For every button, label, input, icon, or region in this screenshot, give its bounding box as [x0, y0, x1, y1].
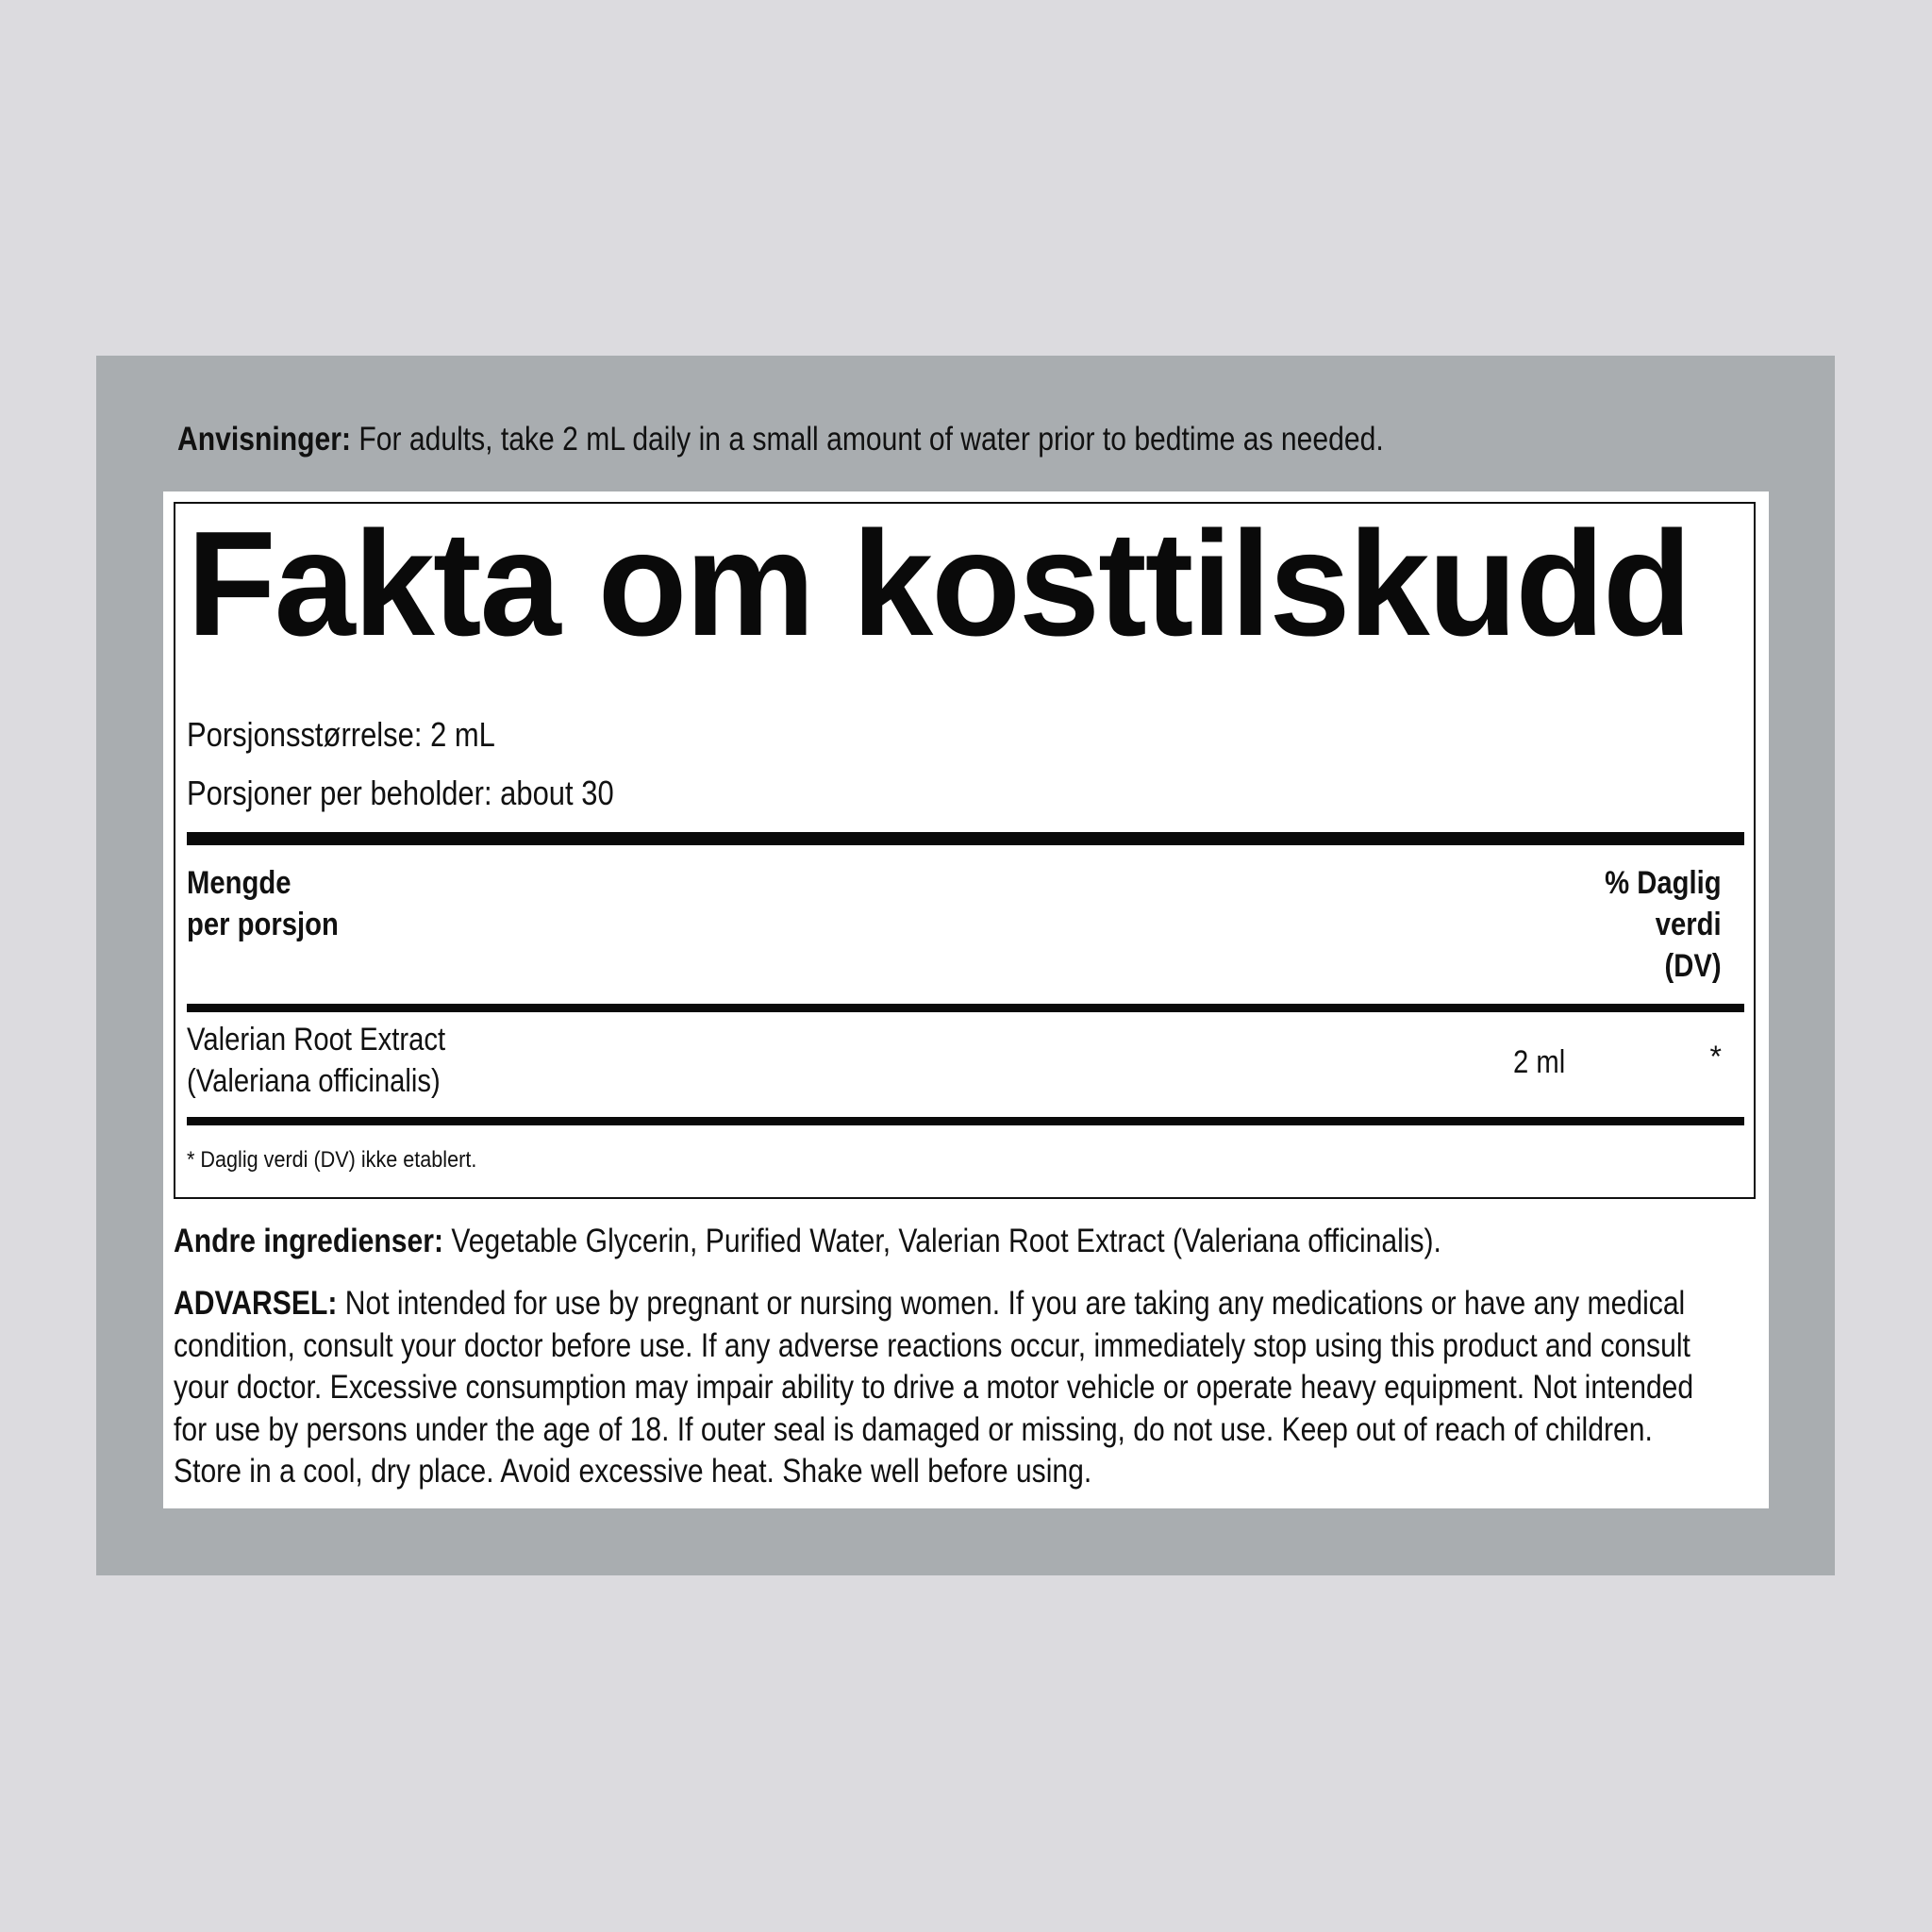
thick-divider [187, 832, 1744, 845]
warning-line2: condition, consult your doctor before use. If any adverse reactions occur, immediately stop using this product and consult [174, 1326, 1690, 1364]
dv-header-line3: (DV) [1664, 948, 1722, 984]
ingredient-daily-value: * [1709, 1040, 1722, 1074]
warning-label: ADVARSEL: [174, 1285, 338, 1322]
ingredient-name-line1: Valerian Root Extract [187, 1022, 446, 1058]
amount-per-serving-header [187, 862, 339, 945]
warning-line4: for use by persons under the age of 18. If outer seal is damaged or missing, do not use. Keep out of reach of children. [174, 1410, 1653, 1448]
other-ingredients-text: Vegetable Glycerin, Purified Water, Valerian Root Extract (Valeriana officinalis). [451, 1223, 1441, 1259]
servings-per-container: Porsjoner per beholder: about 30 [187, 774, 614, 812]
dv-header-line1: % Daglig [1605, 865, 1722, 901]
directions [177, 415, 1573, 464]
other-ingredients-label: Andre ingredienser: [174, 1223, 444, 1259]
warning-text-line1: Not intended for use by pregnant or nursing women. If you are taking any medications or have any medical [344, 1285, 1686, 1322]
dv-header-line2: verdi [1656, 907, 1722, 942]
warning-line1 [174, 1283, 1756, 1325]
ingredient-name [187, 1019, 445, 1102]
row-divider [187, 1117, 1744, 1125]
header-divider [187, 1004, 1744, 1012]
daily-value-header [1606, 862, 1722, 987]
dv-footnote: * Daglig verdi (DV) ikke etablert. [187, 1147, 477, 1173]
amount-header-line1: Mengde [187, 865, 291, 901]
directions-text: For adults, take 2 mL daily in a small amount of water prior to bedtime as needed. [358, 421, 1384, 458]
warning [174, 1283, 1756, 1493]
facts-title: Fakta om kosttilskudd [187, 501, 1690, 667]
serving-size: Porsjonsstørrelse: 2 mL [187, 715, 495, 754]
warning-line3: your doctor. Excessive consumption may impair ability to drive a motor vehicle or operate heavy equipment. Not intended [174, 1369, 1694, 1406]
supplement-facts-box [174, 502, 1756, 1199]
ingredient-name-line2: (Valeriana officinalis) [187, 1063, 441, 1099]
directions-label: Anvisninger: [177, 421, 351, 458]
other-ingredients [174, 1219, 1441, 1264]
warning-line5: Store in a cool, dry place. Avoid excessive heat. Shake well before using. [174, 1453, 1092, 1490]
ingredient-amount: 2 ml [1513, 1044, 1566, 1080]
amount-header-line2: per porsjon [187, 907, 339, 942]
